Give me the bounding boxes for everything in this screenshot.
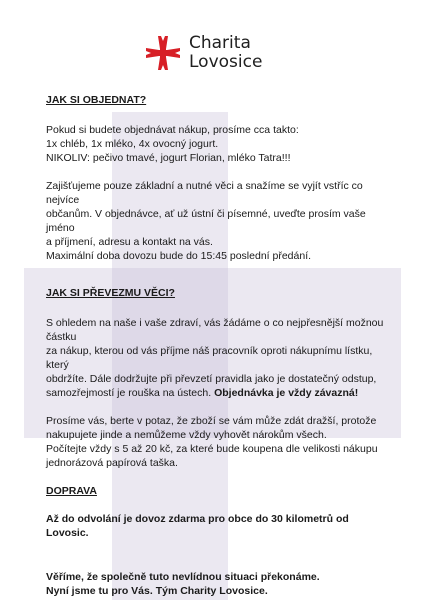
- logo-line-1: Charita: [189, 33, 251, 53]
- text-line: Počítejte vždy s 5 až 20 kč, za které bude koupena dle velikosti nákupu: [46, 443, 378, 455]
- text-line: Pokud si budete objednávat nákup, prosíme cca takto:: [46, 124, 299, 136]
- text-line: nakupujete jinde a nemůžeme vždy vyhovět nárokům všech.: [46, 429, 327, 441]
- text-line: Maximální doba dovozu bude do 15:45 poslední předání.: [46, 250, 312, 262]
- document-body: [46, 93, 391, 612]
- heading-order: JAK SI OBJEDNAT?: [46, 94, 147, 106]
- text-line: jednorázová papírová taška.: [46, 457, 178, 469]
- text-line: občanům. V objednávce, ať už ústní či písemné, uveďte prosím vaše jméno: [46, 208, 366, 234]
- transport-note: Až do odvolání je dovoz zdarma pro obce do 30 kilometrů od Lovosic.: [46, 513, 349, 539]
- pickup-pricing: [46, 414, 391, 470]
- text-line: 1x chléb, 1x mléko, 4x ovocný jogurt.: [46, 138, 219, 150]
- text-line: Nyní jsme tu pro Vás. Tým Charity Lovosice.: [46, 585, 268, 597]
- text-line: a příjmení, adresu a kontakt na vás.: [46, 236, 213, 248]
- text-line: Zajišťujeme pouze základní a nutné věci a snažíme se vyjít vstříc co nejvíce: [46, 180, 363, 206]
- text-run: samozřejmostí je rouška na ústech.: [46, 387, 212, 399]
- logo-line-2: Lovosice: [189, 52, 263, 72]
- text-line: S ohledem na naše i vaše zdraví, vás žádáme o co nejpřesnější možnou částku: [46, 317, 384, 343]
- text-line: Prosíme vás, berte v potaz, že zboží se vám může zdát dražší, protože: [46, 415, 377, 427]
- text-line: za nákup, kterou od vás příjme náš pracovník oproti nákupnímu lístku, který: [46, 345, 373, 371]
- closing-message: [46, 570, 391, 598]
- charita-logo: [146, 33, 262, 73]
- pickup-instructions: [46, 316, 391, 400]
- order-instructions: [46, 123, 391, 165]
- order-conditions: [46, 179, 391, 263]
- text-line: [46, 386, 391, 400]
- heading-pickup: JAK SI PŘEVEZMU VĚCI?: [46, 287, 175, 299]
- charita-cross-icon: [146, 36, 180, 70]
- text-line: obdržíte. Dále dodržujte při převzetí pravidla jako je dostatečný odstup,: [46, 373, 377, 385]
- logo-text: [189, 34, 262, 72]
- text-line: NIKOLIV: pečivo tmavé, jogurt Florian, mléko Tatra!!!: [46, 152, 291, 164]
- binding-order-note: Objednávka je vždy závazná!: [214, 387, 359, 399]
- heading-transport: DOPRAVA: [46, 485, 97, 497]
- text-line: Věříme, že společně tuto nevlídnou situaci překonáme.: [46, 571, 320, 583]
